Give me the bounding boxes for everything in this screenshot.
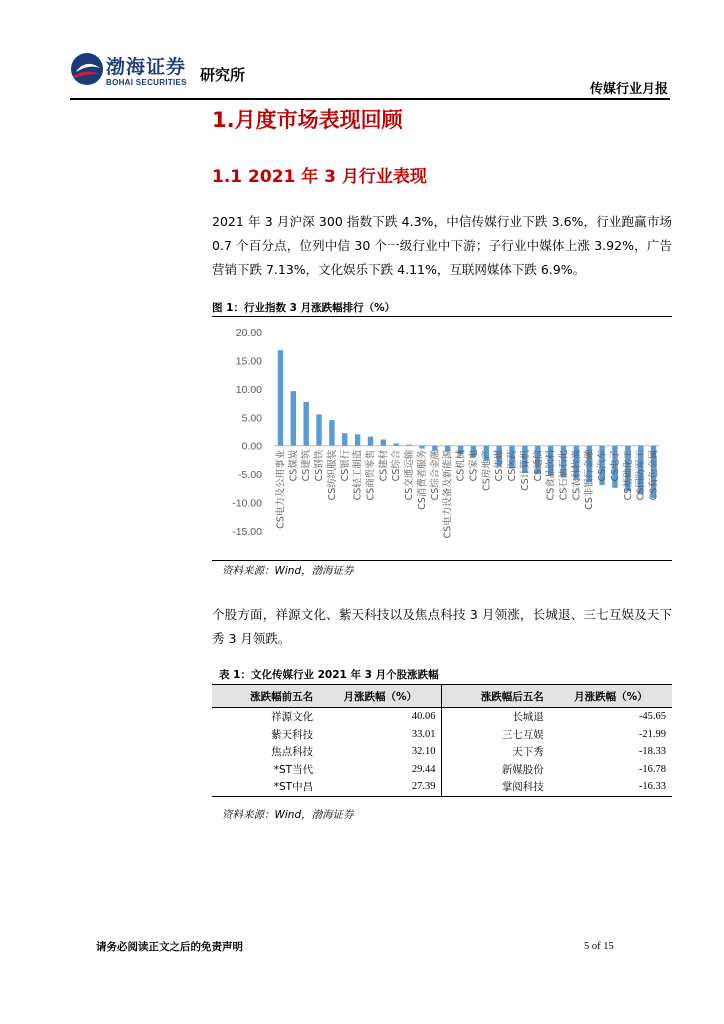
bar-CS交通运输 xyxy=(406,445,411,446)
x-tick-label: CS石油石化 xyxy=(558,449,570,501)
top-stock-value: 32.10 xyxy=(319,743,442,761)
stock-performance-table xyxy=(212,684,672,797)
x-tick-label: CS汽车 xyxy=(597,449,609,482)
top-stock-name: 焦点科技 xyxy=(271,746,314,759)
x-tick-label: CS银行 xyxy=(339,449,351,482)
x-tick-label: CS交通运输 xyxy=(404,449,416,501)
x-tick-label: CS机械 xyxy=(455,449,467,482)
header-bottom-value: 月涨跌幅（%） xyxy=(550,685,672,708)
bar-CS综合金融 xyxy=(432,446,437,451)
bar-CS综合 xyxy=(394,443,399,445)
x-tick-label: CS基础化工 xyxy=(622,449,634,501)
bar-CS纺织服装 xyxy=(329,420,334,446)
figure-top-rule xyxy=(212,316,672,317)
top-stock-value: 40.06 xyxy=(319,708,442,726)
y-tick-label: -15.00 xyxy=(232,526,262,538)
bohai-logo-icon xyxy=(70,52,104,86)
x-tick-label: CS家电 xyxy=(468,449,480,482)
bottom-stock-value: -21.99 xyxy=(638,728,666,740)
header-bottom-name: 涨跌幅后五名 xyxy=(442,685,550,708)
industry-ranking-chart xyxy=(212,318,672,558)
bottom-stock-value: -18.33 xyxy=(638,746,666,758)
top-stock-value: 33.01 xyxy=(319,726,442,744)
y-tick-label: -5.00 xyxy=(238,469,262,482)
bottom-stock-name: 三七互娱 xyxy=(501,728,544,741)
y-tick-label: 20.00 xyxy=(235,327,262,339)
bar-CS煤炭 xyxy=(291,391,296,446)
bottom-stock-value: -16.33 xyxy=(550,778,672,796)
report-type: 传媒行业月报 xyxy=(589,82,668,97)
y-tick-label: -10.00 xyxy=(232,497,262,510)
top-stock-value: 29.44 xyxy=(319,761,442,779)
x-tick-label: CS计算机 xyxy=(519,449,531,491)
x-tick-label: CS电力及公用事业 xyxy=(275,449,287,529)
top-stock-name: 祥源文化 xyxy=(271,711,314,724)
bar-CS银行 xyxy=(342,433,347,446)
top-stock-name: *ST中昌 xyxy=(212,778,319,796)
table-row xyxy=(212,743,672,761)
section-heading: 1.月度市场表现回顾 xyxy=(212,108,403,132)
x-tick-label: CS综合金融 xyxy=(429,449,441,501)
x-tick-label: CS非银行金融 xyxy=(584,449,596,510)
bar-CS商贸零售 xyxy=(368,437,373,446)
logo-chinese-name: 渤海证券 xyxy=(106,56,187,78)
figure-source: 资料来源：Wind，渤海证券 xyxy=(222,565,354,577)
x-tick-label: CS房地产 xyxy=(481,449,493,491)
x-tick-label: CS农林牧渔 xyxy=(571,449,583,501)
footer-disclaimer: 请务必阅读正文之后的免责声明 xyxy=(96,941,243,953)
table-source: 资料来源：Wind，渤海证券 xyxy=(222,809,354,821)
bar-CS钢铁 xyxy=(316,414,321,445)
x-tick-label: CS建筑 xyxy=(301,449,313,482)
x-tick-label: CS钢铁 xyxy=(314,449,326,482)
header-top-name: 涨跌幅前五名 xyxy=(212,685,319,708)
header-rule xyxy=(70,98,670,100)
x-tick-label: CS医药 xyxy=(507,449,519,482)
table-row xyxy=(212,778,672,796)
table-title: 表 1：文化传媒行业 2021 年 3 月个股涨跌幅 xyxy=(219,669,439,681)
x-tick-label: CS食品饮料 xyxy=(545,449,557,501)
x-tick-label: CS煤炭 xyxy=(288,449,300,482)
x-tick-label: CS电子 xyxy=(609,449,621,482)
page-header xyxy=(0,0,724,100)
footer-page-number: 5 of 15 xyxy=(584,941,614,952)
header-top-value: 月涨跌幅（%） xyxy=(319,685,442,708)
x-tick-label: CS纺织服装 xyxy=(326,449,338,501)
x-tick-label: CS通信 xyxy=(532,449,544,482)
bottom-stock-name: 天下秀 xyxy=(512,746,544,759)
x-tick-label: CS轻工制造 xyxy=(352,449,364,501)
x-tick-label: CS国防军工 xyxy=(635,449,647,501)
table-row xyxy=(212,726,672,744)
bar-CS消费者服务 xyxy=(419,446,424,449)
subsection-heading: 1.1 2021 年 3 月行业表现 xyxy=(212,167,427,187)
market-summary-paragraph: 2021 年 3 月沪深 300 指数下跌 4.3%，中信传媒行业下跌 3.6%，行业跑赢市场 0.7 个百分点，位列中信 30 个一级行业中下游；子行业中媒体上涨 3.92%，广告营销下跌 7.13%，文化娱乐下跌 4.11%，互联网媒体下跌 6.9%。 xyxy=(212,214,672,277)
table-header-row xyxy=(212,685,672,708)
bottom-stock-name: 掌阅科技 xyxy=(442,778,550,796)
x-tick-label: CS建材 xyxy=(378,449,390,482)
logo-department: 研究所 xyxy=(200,66,246,84)
bar-CS建筑 xyxy=(303,402,308,446)
y-tick-label: 0.00 xyxy=(241,440,262,453)
y-tick-label: 10.00 xyxy=(235,383,262,396)
bottom-stock-name: 长城退 xyxy=(512,711,544,724)
x-tick-label: CS商贸零售 xyxy=(365,449,377,501)
bar-CS轻工制造 xyxy=(355,434,360,445)
bottom-stock-name: 新媒股份 xyxy=(501,763,544,776)
figure-bottom-rule xyxy=(212,560,672,561)
x-tick-label: CS综合 xyxy=(391,449,403,482)
figure-title: 图 1：行业指数 3 月涨跌幅排行（%） xyxy=(212,302,396,314)
stock-summary-paragraph: 个股方面，祥源文化、紫天科技以及焦点科技 3 月领涨，长城退、三七互娱及天下秀 3 月领跌。 xyxy=(212,607,672,646)
y-tick-label: 5.00 xyxy=(241,412,262,425)
x-tick-label: CS电力设备及新能源 xyxy=(442,449,454,539)
top-stock-name: *ST当代 xyxy=(273,763,314,776)
top-stock-value: 27.39 xyxy=(319,778,442,796)
bar-CS建材 xyxy=(381,439,386,445)
x-tick-label: CS传媒 xyxy=(494,449,506,482)
x-tick-label: CS有色金属 xyxy=(648,449,660,501)
table-row xyxy=(212,708,672,726)
logo-english-name: BOHAI SECURITIES xyxy=(106,78,187,87)
bottom-stock-value: -16.78 xyxy=(638,763,666,775)
bottom-stock-value: -45.65 xyxy=(638,711,666,723)
top-stock-name: 紫天科技 xyxy=(271,728,314,741)
x-tick-label: CS消费者服务 xyxy=(416,449,428,510)
table-row xyxy=(212,761,672,779)
y-tick-label: 15.00 xyxy=(235,355,262,368)
bar-CS电力及公用事业 xyxy=(278,350,283,446)
